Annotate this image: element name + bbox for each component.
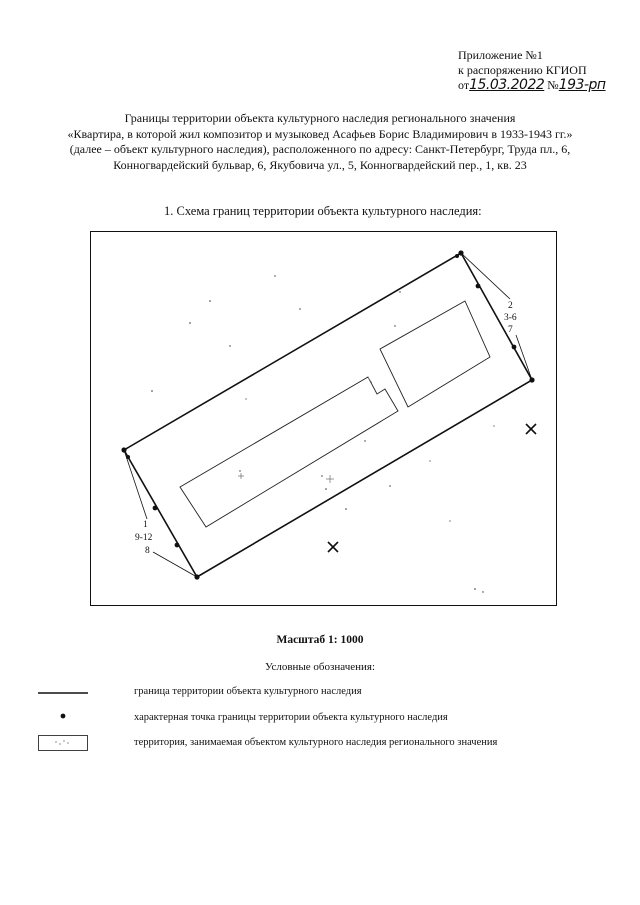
boundary-line-symbol xyxy=(38,683,88,701)
label-left-2: 9-12 xyxy=(135,533,153,543)
section-heading: 1. Схема границ территории объекта культурного наследия: xyxy=(164,204,482,218)
building-annex xyxy=(380,301,490,407)
handwritten-date: 15.03.2022 xyxy=(469,77,545,93)
label-right-1: 2 xyxy=(508,301,513,311)
map-cross-markers xyxy=(328,424,536,552)
boundary-point xyxy=(512,345,517,350)
appendix-line-2: к распоряжению КГИОП xyxy=(458,63,587,77)
leader-line-right-1 xyxy=(461,253,510,299)
boundary-point xyxy=(175,543,180,548)
title-line-3: (далее – объект культурного наследия), расположенного по адресу: Санкт-Петербург, Труда пл., 6, xyxy=(69,142,571,156)
date-prefix: от xyxy=(458,78,470,92)
scheme-frame xyxy=(91,232,557,606)
map-speckles xyxy=(151,275,494,592)
legend-territory-text: территория, занимаемая объектом культурного наследия регионального значения xyxy=(134,737,498,748)
legend-title: Условные обозначения: xyxy=(264,661,376,673)
legend-point-text: характерная точка границы территории объекта культурного наследия xyxy=(134,712,448,723)
territory-symbol xyxy=(38,734,88,752)
title-line-1: Границы территории объекта культурного наследия регионального значения xyxy=(124,111,516,125)
scale-label: Масштаб 1: 1000 xyxy=(276,634,364,646)
boundary-point xyxy=(529,377,534,382)
handwritten-number: 193-рп xyxy=(558,77,606,93)
map-small-crosses xyxy=(238,473,334,483)
boundary-point xyxy=(126,455,130,459)
boundary-point xyxy=(458,250,463,255)
boundary-scheme xyxy=(90,231,557,606)
number-prefix: № xyxy=(547,78,559,92)
label-right-2: 3-6 xyxy=(504,313,517,323)
point-symbol xyxy=(38,709,88,727)
label-left-3: 8 xyxy=(145,546,150,556)
territory-boundary xyxy=(124,253,532,577)
appendix-line-1: Приложение №1 xyxy=(458,48,543,62)
boundary-point xyxy=(121,447,126,452)
label-left-1: 1 xyxy=(143,520,148,530)
title-line-4: Конногвардейский бульвар, 6, Якубовича ул., 5, Конногвардейский пер., 1, кв. 23 xyxy=(113,157,527,172)
building-gap-mark xyxy=(368,377,372,383)
boundary-point xyxy=(455,254,459,258)
legend-boundary-text: граница территории объекта культурного наследия xyxy=(134,686,362,697)
building-main xyxy=(180,377,398,527)
appendix-line-3 xyxy=(458,78,606,93)
appendix-block xyxy=(458,48,606,93)
document-title xyxy=(20,111,620,173)
boundary-point xyxy=(194,574,199,579)
boundary-point xyxy=(476,284,481,289)
label-right-3: 7 xyxy=(508,325,513,335)
title-line-2: «Квартира, в которой жил композитор и музыковед Асафьев Борис Владимирович в 1933-1943 гг.» xyxy=(67,126,573,141)
boundary-point xyxy=(153,506,158,511)
leader-line-right-2 xyxy=(516,335,532,380)
